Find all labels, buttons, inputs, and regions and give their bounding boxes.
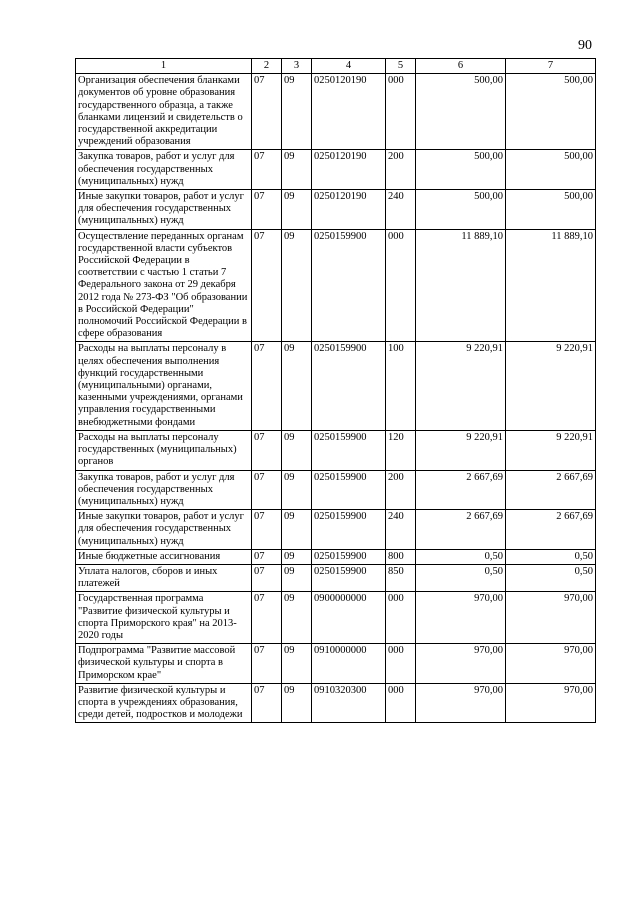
table-row bbox=[76, 564, 596, 591]
row-expense-type: 120 bbox=[386, 430, 416, 470]
row-amount-2: 970,00 bbox=[506, 592, 596, 644]
row-subsection: 09 bbox=[282, 150, 312, 190]
row-target-article: 0250120190 bbox=[312, 150, 386, 190]
header-col-1: 1 bbox=[76, 59, 252, 74]
row-expense-type: 800 bbox=[386, 549, 416, 564]
row-subsection: 09 bbox=[282, 564, 312, 591]
table-row bbox=[76, 549, 596, 564]
row-target-article: 0910320300 bbox=[312, 683, 386, 723]
row-target-article: 0250159900 bbox=[312, 229, 386, 342]
row-amount-1: 500,00 bbox=[416, 190, 506, 230]
row-expense-type: 200 bbox=[386, 470, 416, 510]
row-expense-type: 000 bbox=[386, 644, 416, 684]
row-amount-1: 2 667,69 bbox=[416, 510, 506, 550]
row-section: 07 bbox=[252, 564, 282, 591]
row-name: Иные закупки товаров, работ и услуг для обеспечения государственных (муниципальных) нужд bbox=[76, 510, 252, 550]
row-section: 07 bbox=[252, 683, 282, 723]
header-row bbox=[76, 59, 596, 74]
budget-table bbox=[75, 58, 596, 723]
table-row bbox=[76, 342, 596, 430]
row-amount-2: 0,50 bbox=[506, 549, 596, 564]
row-name: Иные закупки товаров, работ и услуг для обеспечения государственных (муниципальных) нужд bbox=[76, 190, 252, 230]
row-subsection: 09 bbox=[282, 430, 312, 470]
row-subsection: 09 bbox=[282, 470, 312, 510]
row-expense-type: 000 bbox=[386, 683, 416, 723]
row-subsection: 09 bbox=[282, 342, 312, 430]
row-subsection: 09 bbox=[282, 549, 312, 564]
header-col-5: 5 bbox=[386, 59, 416, 74]
row-subsection: 09 bbox=[282, 644, 312, 684]
row-name: Организация обеспечения бланками документов об уровне образования государственного образца, а также бланками лицензий и свидетельств о государственной аккредитации учреждений образования bbox=[76, 74, 252, 150]
row-expense-type: 000 bbox=[386, 229, 416, 342]
row-expense-type: 000 bbox=[386, 592, 416, 644]
row-target-article: 0900000000 bbox=[312, 592, 386, 644]
table-row bbox=[76, 592, 596, 644]
row-expense-type: 100 bbox=[386, 342, 416, 430]
row-amount-1: 970,00 bbox=[416, 683, 506, 723]
row-name: Подпрограмма "Развитие массовой физической культуры и спорта в Приморском крае" bbox=[76, 644, 252, 684]
row-section: 07 bbox=[252, 549, 282, 564]
table-row bbox=[76, 510, 596, 550]
table-row bbox=[76, 683, 596, 723]
row-amount-1: 9 220,91 bbox=[416, 342, 506, 430]
page-number: 90 bbox=[578, 38, 592, 53]
row-target-article: 0250159900 bbox=[312, 564, 386, 591]
row-amount-2: 500,00 bbox=[506, 190, 596, 230]
row-amount-2: 970,00 bbox=[506, 683, 596, 723]
row-amount-1: 500,00 bbox=[416, 74, 506, 150]
row-amount-1: 0,50 bbox=[416, 549, 506, 564]
row-amount-2: 9 220,91 bbox=[506, 342, 596, 430]
header-col-4: 4 bbox=[312, 59, 386, 74]
row-name: Государственная программа "Развитие физической культуры и спорта Приморского края" на 2013-2020 годы bbox=[76, 592, 252, 644]
table-row bbox=[76, 150, 596, 190]
row-section: 07 bbox=[252, 74, 282, 150]
row-subsection: 09 bbox=[282, 683, 312, 723]
row-amount-1: 2 667,69 bbox=[416, 470, 506, 510]
row-amount-1: 970,00 bbox=[416, 592, 506, 644]
row-amount-1: 9 220,91 bbox=[416, 430, 506, 470]
row-target-article: 0250159900 bbox=[312, 470, 386, 510]
row-name: Развитие физической культуры и спорта в учреждениях образования, среди детей, подростков и молодежи bbox=[76, 683, 252, 723]
row-target-article: 0250159900 bbox=[312, 549, 386, 564]
header-col-2: 2 bbox=[252, 59, 282, 74]
row-amount-2: 9 220,91 bbox=[506, 430, 596, 470]
row-expense-type: 240 bbox=[386, 190, 416, 230]
header-col-7: 7 bbox=[506, 59, 596, 74]
table-row bbox=[76, 644, 596, 684]
row-section: 07 bbox=[252, 644, 282, 684]
table-row bbox=[76, 229, 596, 342]
row-amount-2: 500,00 bbox=[506, 74, 596, 150]
row-name: Закупка товаров, работ и услуг для обеспечения государственных (муниципальных) нужд bbox=[76, 470, 252, 510]
row-subsection: 09 bbox=[282, 510, 312, 550]
row-amount-1: 500,00 bbox=[416, 150, 506, 190]
row-section: 07 bbox=[252, 190, 282, 230]
row-name: Расходы на выплаты персоналу государственных (муниципальных) органов bbox=[76, 430, 252, 470]
row-subsection: 09 bbox=[282, 74, 312, 150]
row-subsection: 09 bbox=[282, 190, 312, 230]
row-name: Закупка товаров, работ и услуг для обеспечения государственных (муниципальных) нужд bbox=[76, 150, 252, 190]
row-target-article: 0910000000 bbox=[312, 644, 386, 684]
row-expense-type: 000 bbox=[386, 74, 416, 150]
row-name: Расходы на выплаты персоналу в целях обеспечения выполнения функций государственными (муниципальными) органами, казенными учреждениями, органами управления государственными внебюджетными фондами bbox=[76, 342, 252, 430]
row-section: 07 bbox=[252, 430, 282, 470]
row-section: 07 bbox=[252, 229, 282, 342]
row-amount-1: 11 889,10 bbox=[416, 229, 506, 342]
row-name: Иные бюджетные ассигнования bbox=[76, 549, 252, 564]
table-row bbox=[76, 74, 596, 150]
row-amount-2: 11 889,10 bbox=[506, 229, 596, 342]
table-row bbox=[76, 190, 596, 230]
row-amount-2: 500,00 bbox=[506, 150, 596, 190]
row-amount-2: 970,00 bbox=[506, 644, 596, 684]
row-expense-type: 240 bbox=[386, 510, 416, 550]
table-row bbox=[76, 430, 596, 470]
row-target-article: 0250159900 bbox=[312, 342, 386, 430]
row-section: 07 bbox=[252, 150, 282, 190]
row-name: Уплата налогов, сборов и иных платежей bbox=[76, 564, 252, 591]
row-expense-type: 850 bbox=[386, 564, 416, 591]
row-amount-1: 970,00 bbox=[416, 644, 506, 684]
header-col-6: 6 bbox=[416, 59, 506, 74]
row-section: 07 bbox=[252, 470, 282, 510]
row-amount-2: 2 667,69 bbox=[506, 470, 596, 510]
row-amount-2: 0,50 bbox=[506, 564, 596, 591]
row-name: Осуществление переданных органам государственной власти субъектов Российской Федерации в соответствии с частью 1 статьи 7 Федерального закона от 29 декабря 2012 года № 273-ФЗ "Об образовании в Российской Федерации" полномочий Российской Федерации в сфере образования bbox=[76, 229, 252, 342]
row-section: 07 bbox=[252, 510, 282, 550]
row-target-article: 0250120190 bbox=[312, 74, 386, 150]
row-section: 07 bbox=[252, 342, 282, 430]
row-expense-type: 200 bbox=[386, 150, 416, 190]
header-col-3: 3 bbox=[282, 59, 312, 74]
row-subsection: 09 bbox=[282, 229, 312, 342]
row-amount-1: 0,50 bbox=[416, 564, 506, 591]
row-amount-2: 2 667,69 bbox=[506, 510, 596, 550]
row-section: 07 bbox=[252, 592, 282, 644]
row-target-article: 0250120190 bbox=[312, 190, 386, 230]
row-target-article: 0250159900 bbox=[312, 510, 386, 550]
table-row bbox=[76, 470, 596, 510]
row-target-article: 0250159900 bbox=[312, 430, 386, 470]
row-subsection: 09 bbox=[282, 592, 312, 644]
